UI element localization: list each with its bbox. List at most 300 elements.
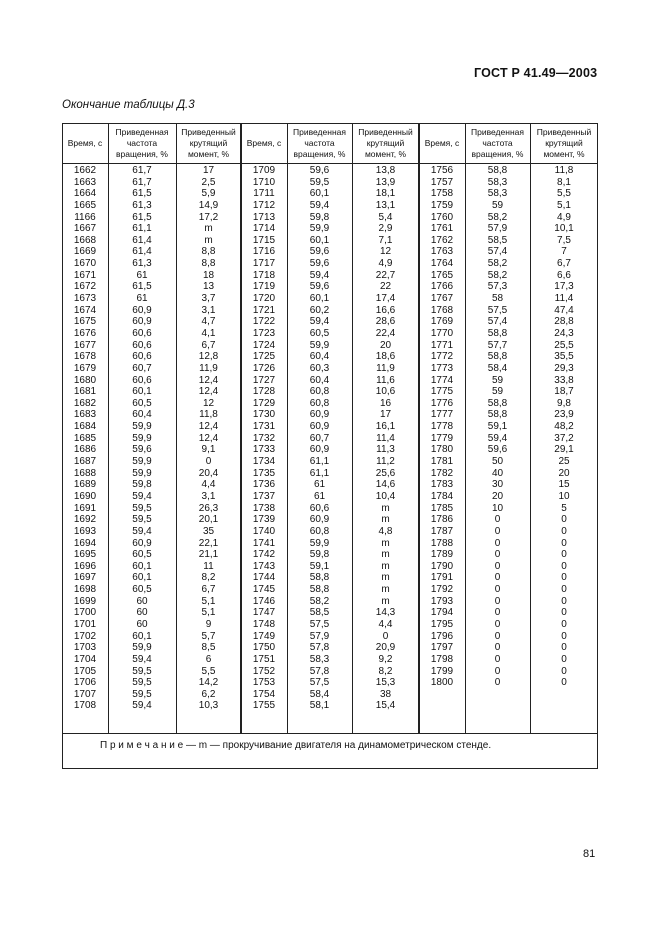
table-cell: 29,3 — [554, 362, 574, 374]
table-cell: 35 — [202, 525, 215, 537]
table-cell: 59,9 — [132, 432, 152, 444]
table-cell: m — [381, 549, 390, 561]
table-cell: 59,8 — [309, 211, 330, 223]
table-cell: 1775 — [430, 386, 454, 398]
table-cell: 1698 — [73, 584, 97, 596]
table-cell: 60 — [136, 595, 148, 607]
table-cell: 2,9 — [378, 223, 393, 235]
table-cell: 57,5 — [309, 618, 330, 630]
table-cell: 3,1 — [201, 490, 216, 502]
table-cell: 1695 — [73, 549, 97, 561]
table-cell: 58,2 — [487, 258, 508, 270]
table-cell: 10 — [558, 490, 570, 502]
table-cell: 1760 — [430, 211, 454, 223]
table-cell: 1774 — [430, 374, 454, 386]
table-cell: 1782 — [430, 467, 454, 479]
table-cell: 1683 — [73, 409, 97, 421]
table-cell: 1763 — [430, 246, 454, 258]
table-cell: 1710 — [252, 176, 276, 188]
table-cell: 37,2 — [554, 432, 574, 444]
table-cell: 1712 — [252, 199, 276, 211]
table-cell: 1731 — [252, 421, 276, 433]
table-cell: 15 — [558, 479, 570, 491]
table-cell: 1672 — [73, 281, 97, 293]
table-cell: 38 — [379, 688, 392, 700]
table-cell: 1675 — [73, 316, 97, 328]
table-cell: 1711 — [253, 188, 275, 200]
table-cell: 26,3 — [198, 502, 219, 514]
table-cell: 1757 — [430, 176, 454, 188]
column-header: Время, с — [246, 138, 282, 148]
table-cell: 8,5 — [201, 642, 216, 654]
column-header: Время, с — [424, 138, 460, 148]
table-cell: 4,4 — [201, 479, 216, 491]
table-cell: 1674 — [73, 304, 97, 316]
torque-column — [530, 165, 598, 689]
table-cell: 30 — [491, 479, 504, 491]
table-cell: 59,4 — [132, 525, 152, 537]
table-cell: 60,7 — [132, 362, 152, 374]
speed-column — [465, 165, 530, 689]
table-cell: 58,8 — [487, 409, 508, 421]
table-cell: 60 — [136, 618, 148, 630]
table-cell: 1755 — [252, 700, 276, 712]
table-cell: 0 — [494, 584, 501, 596]
table-cell: 58,8 — [487, 351, 508, 363]
table-cell: 60,1 — [132, 386, 152, 398]
table-cell: 11,3 — [376, 444, 395, 456]
table-cell: 59 — [491, 374, 504, 386]
table-cell: 59,9 — [309, 537, 330, 549]
table-cell: 61,3 — [132, 199, 152, 211]
table-cell: 6,7 — [557, 258, 571, 270]
table-cell: 61,1 — [309, 467, 330, 479]
table-cell: 1676 — [73, 327, 97, 339]
table-cell: 7,1 — [378, 234, 393, 246]
table-cell: m — [381, 584, 390, 596]
table-cell: 1663 — [73, 176, 97, 188]
table-cell: 1796 — [430, 630, 454, 642]
table-cell: 1694 — [73, 537, 97, 549]
table-cell: 1797 — [430, 642, 454, 654]
table-cell: 0 — [561, 642, 567, 654]
table-cell: 0 — [382, 630, 389, 642]
table-cell: 12 — [202, 397, 215, 409]
table-cell: 1701 — [73, 618, 97, 630]
table-cell: 10,3 — [198, 700, 219, 712]
table-cell: 1740 — [252, 525, 276, 537]
table-cell: 1733 — [252, 444, 276, 456]
table-cell: 1727 — [252, 374, 276, 386]
table-cell: 15,4 — [375, 700, 396, 712]
speed-column — [287, 165, 352, 712]
table-cell: 18,7 — [554, 386, 574, 398]
table-cell: 61 — [136, 293, 148, 305]
table-cell: 1720 — [252, 293, 276, 305]
table-cell: 59,4 — [132, 653, 152, 665]
table-cell: 1693 — [73, 525, 97, 537]
table-cell: 1752 — [252, 665, 276, 677]
table-cell: 7 — [561, 246, 567, 258]
table-cell: 1793 — [430, 595, 454, 607]
table-cell: 59,4 — [132, 490, 152, 502]
table-cell: 17 — [379, 409, 392, 421]
time-column — [241, 165, 287, 712]
table-cell: 1768 — [430, 304, 454, 316]
table-cell: 1779 — [430, 432, 454, 444]
table-cell: 13,1 — [375, 199, 396, 211]
table-cell: 59,9 — [309, 223, 330, 235]
table-cell: 1799 — [430, 665, 454, 677]
table-cell: 60,6 — [132, 374, 152, 386]
table-cell: 59,9 — [132, 456, 152, 468]
table-cell: 60,9 — [309, 421, 330, 433]
table-cell: 61,4 — [132, 246, 152, 258]
table-cell: 1677 — [73, 339, 97, 351]
table-cell: 1721 — [252, 304, 276, 316]
table-cell: 58 — [491, 293, 504, 305]
table-cell: 20,9 — [375, 642, 396, 654]
table-cell: 60,6 — [132, 351, 152, 363]
table-cell: 28,6 — [375, 316, 396, 328]
table-cell: 0 — [494, 630, 501, 642]
table-cell: 1690 — [73, 490, 97, 502]
table-cell: 58,8 — [487, 397, 508, 409]
table-cell: 1748 — [252, 618, 276, 630]
table-cell: 1781 — [430, 456, 454, 468]
table-cell: 60,9 — [132, 304, 152, 316]
column-header: Приведенная частота вращения, % — [115, 127, 169, 159]
table-cell: 0 — [494, 514, 501, 526]
table-cell: 8,8 — [201, 258, 216, 270]
table-cell: 60,9 — [132, 537, 152, 549]
table-cell: 16,6 — [375, 304, 396, 316]
column-header: Время, с — [67, 138, 103, 148]
table-cell: 35,5 — [554, 351, 574, 363]
table-cell: 16,1 — [375, 421, 396, 433]
table-cell: 11,8 — [199, 409, 218, 421]
header-divider — [62, 163, 598, 164]
table-cell: 5,1 — [201, 595, 216, 607]
table-cell: 14,9 — [198, 199, 219, 211]
table-cell: 1783 — [430, 479, 454, 491]
table-cell: 1769 — [430, 316, 454, 328]
time-column — [419, 165, 465, 689]
column-header: Приведенная частота вращения, % — [293, 127, 346, 159]
table-cell: 10,1 — [554, 223, 574, 235]
table-cell: 1791 — [430, 572, 454, 584]
table-cell: 0 — [561, 549, 567, 561]
table-cell: 59,9 — [132, 467, 152, 479]
table-cell: m — [381, 560, 390, 572]
table-cell: 1673 — [73, 293, 97, 305]
table-cell: 0 — [561, 630, 567, 642]
table-cell: 57,7 — [487, 339, 508, 351]
table-cell: 7,5 — [557, 234, 571, 246]
table-cell: 1689 — [73, 479, 97, 491]
table-cell: 17,2 — [198, 211, 219, 223]
table-cell: 8,2 — [201, 572, 216, 584]
table-cell: 58,5 — [487, 234, 508, 246]
torque-column — [352, 165, 419, 712]
table-cell: 1686 — [73, 444, 97, 456]
table-cell: 61,1 — [132, 223, 152, 235]
table-cell: 1700 — [73, 607, 97, 619]
table-cell: 1726 — [252, 362, 276, 374]
table-cell: 1724 — [252, 339, 276, 351]
table-cell: 14,3 — [375, 607, 396, 619]
table-cell: 8,2 — [378, 665, 393, 677]
table-cell: 1770 — [430, 327, 454, 339]
column-header: Приведенная частота вращения, % — [471, 127, 524, 159]
table-cell: 12 — [379, 246, 392, 258]
table-cell: 1699 — [73, 595, 97, 607]
table-cell: 60,7 — [309, 432, 330, 444]
table-cell: 12,4 — [198, 421, 219, 433]
table-cell: 1745 — [252, 584, 276, 596]
table-cell: 57,4 — [487, 316, 508, 328]
table-cell: 8,1 — [557, 176, 571, 188]
table-cell: m — [204, 234, 213, 246]
table-cell: 0 — [561, 595, 567, 607]
table-cell: 1778 — [430, 421, 454, 433]
table-cell: 4,7 — [201, 316, 216, 328]
table-cell: 1777 — [430, 409, 454, 421]
table-cell: 59,5 — [132, 514, 152, 526]
table-cell: 59,1 — [309, 560, 330, 572]
column-header: Приведенный крутящий момент, % — [536, 127, 592, 159]
table-cell: 5,5 — [201, 665, 216, 677]
table-cell: 60,1 — [132, 572, 152, 584]
table-cell: 9,8 — [557, 397, 571, 409]
table-cell: 1749 — [252, 630, 276, 642]
table-cell: 59,6 — [132, 444, 152, 456]
table-cell: 1772 — [430, 351, 454, 363]
table-cell: 11,4 — [554, 293, 574, 305]
table-cell: 59,9 — [309, 339, 330, 351]
table-cell: 1743 — [252, 560, 276, 572]
table-cell: 59,9 — [132, 642, 152, 654]
table-cell: 11,9 — [199, 362, 218, 374]
table-cell: 60,9 — [309, 409, 330, 421]
table-cell: 3,7 — [201, 293, 216, 305]
table-cell: 10,4 — [375, 490, 396, 502]
table-cell: 1785 — [430, 502, 454, 514]
table-cell: 61,5 — [132, 281, 152, 293]
table-cell: 60 — [136, 607, 148, 619]
table-cell: 12,4 — [198, 374, 219, 386]
table-cell: 1784 — [430, 490, 454, 502]
standard-code: ГОСТ Р 41.49—2003 — [474, 66, 598, 80]
table-cell: 58,2 — [487, 269, 508, 281]
table-cell: 0 — [494, 572, 501, 584]
table-cell: 59,8 — [309, 549, 330, 561]
table-cell: 1792 — [430, 584, 454, 596]
table-cell: 57,8 — [309, 642, 330, 654]
table-cell: 1678 — [73, 351, 97, 363]
table-cell: 60,6 — [132, 339, 152, 351]
table-cell: 0 — [494, 677, 501, 689]
table-cell: 15,3 — [375, 677, 396, 689]
table-cell: m — [381, 537, 390, 549]
table-cell: 5 — [561, 502, 567, 514]
table-cell: 60,9 — [309, 514, 330, 526]
table-cell: 0 — [561, 537, 567, 549]
table-cell: 6,7 — [201, 339, 216, 351]
table-cell: 21,1 — [198, 549, 219, 561]
table-cell: 22,4 — [375, 327, 396, 339]
table-cell: m — [381, 514, 390, 526]
table-cell: 1744 — [252, 572, 276, 584]
table-cell: 50 — [491, 456, 504, 468]
table-cell: 9,1 — [201, 444, 216, 456]
table-cell: 61,1 — [309, 456, 330, 468]
table-cell: 1773 — [430, 362, 454, 374]
table-cell: 17 — [202, 165, 215, 176]
table-cell: 1771 — [430, 339, 454, 351]
table-cell: 1798 — [430, 653, 454, 665]
table-cell: 1795 — [430, 618, 454, 630]
table-cell: 12,8 — [198, 351, 219, 363]
table-cell: 1742 — [252, 549, 276, 561]
table-cell: 58,2 — [487, 211, 508, 223]
table-cell: 59 — [491, 199, 504, 211]
table-cell: 59,8 — [132, 479, 152, 491]
table-cell: 0 — [561, 665, 567, 677]
table-note: П р и м е ч а н и е — m — прокручивание двигателя на динамометрическом стенде. — [100, 740, 492, 751]
table-cell: m — [381, 595, 390, 607]
table-cell: 0 — [494, 560, 501, 572]
table-cell: 59,4 — [309, 316, 330, 328]
table-cell: 57,9 — [487, 223, 508, 235]
table-cell: 10 — [491, 502, 504, 514]
table-cell: 58,1 — [309, 700, 330, 712]
table-cell: 1697 — [73, 572, 97, 584]
table-cell: 60,1 — [132, 630, 152, 642]
table-cell: 59,5 — [132, 688, 152, 700]
table-cell: 20 — [379, 339, 392, 351]
table-cell: 61,5 — [132, 211, 152, 223]
table-cell: 60,6 — [309, 502, 330, 514]
table-cell: 22 — [379, 281, 392, 293]
table-cell: 60,5 — [132, 584, 152, 596]
table-cell: 0 — [494, 537, 501, 549]
table-cell: 58,4 — [487, 362, 508, 374]
table-cell: 60,2 — [309, 304, 330, 316]
table-cell: 1766 — [430, 281, 454, 293]
table-cell: 11,8 — [554, 165, 574, 176]
table-cell: 58,3 — [309, 653, 330, 665]
table-cell: 57,8 — [309, 665, 330, 677]
table-cell: 60,1 — [309, 188, 330, 200]
table-cell: 61,7 — [132, 176, 152, 188]
table-cell: 1790 — [430, 560, 454, 572]
table-cell: 0 — [561, 653, 567, 665]
table-cell: 1671 — [73, 269, 97, 281]
table-cell: 58,4 — [309, 688, 330, 700]
table-cell: 16 — [379, 397, 392, 409]
table-cell: 57,3 — [487, 281, 508, 293]
table-cell: 1736 — [252, 479, 276, 491]
table-cell: 1707 — [73, 688, 97, 700]
table-cell: 59,1 — [487, 421, 508, 433]
table-cell: 0 — [561, 618, 567, 630]
table-cell: 25 — [558, 456, 570, 468]
table-cell: 1747 — [252, 607, 276, 619]
table-cell: 59,4 — [487, 432, 508, 444]
table-cell: 48,2 — [554, 421, 574, 433]
table-cell: 59,5 — [132, 502, 152, 514]
table-cell: 59,6 — [309, 258, 330, 270]
table-cell: 13 — [202, 281, 215, 293]
table-cell: 1662 — [73, 165, 97, 176]
table-cell: 61,5 — [132, 188, 152, 200]
table-cell: 1166 — [74, 211, 96, 223]
table-cell: 60,9 — [132, 316, 152, 328]
table-cell: 0 — [494, 549, 501, 561]
table-cell: 0 — [494, 653, 501, 665]
table-cell: 0 — [561, 607, 567, 619]
table-cell: 1725 — [252, 351, 276, 363]
table-cell: 60,8 — [309, 397, 330, 409]
table-cell: 57,9 — [309, 630, 330, 642]
page-number: 81 — [583, 848, 596, 860]
table-cell: 1728 — [252, 386, 276, 398]
table-cell: 5,1 — [557, 199, 571, 211]
table-cell: 1759 — [430, 199, 454, 211]
table-cell: 60,3 — [309, 362, 330, 374]
table-cell: 0 — [494, 618, 501, 630]
table-cell: 1702 — [73, 630, 97, 642]
table-cell: 0 — [561, 572, 567, 584]
table-cell: 60,1 — [309, 234, 330, 246]
time-column — [62, 165, 108, 712]
table-cell: 59,4 — [309, 269, 330, 281]
table-cell: 14,2 — [198, 677, 219, 689]
table-cell: 1765 — [430, 269, 454, 281]
table-cell: 1719 — [252, 281, 276, 293]
table-cell: 24,3 — [554, 327, 574, 339]
table-cell: 23,9 — [554, 409, 574, 421]
table-cell: 17,4 — [375, 293, 396, 305]
table-cell: 60,5 — [309, 327, 330, 339]
table-cell: 28,8 — [554, 316, 574, 328]
table-cell: 1794 — [430, 607, 454, 619]
table-cell: 5,4 — [378, 211, 393, 223]
column-header: Приведенный крутящий момент, % — [358, 127, 413, 159]
table-cell: 6,2 — [201, 688, 216, 700]
table-cell: 1789 — [430, 549, 454, 561]
table-cell: 0 — [494, 595, 501, 607]
table-cell: 58,2 — [309, 595, 330, 607]
table-cell: 59,5 — [132, 665, 152, 677]
table-cell: 57,5 — [309, 677, 330, 689]
table-cell: 61,7 — [132, 165, 152, 176]
table-cell: 0 — [561, 677, 567, 689]
table-cell: 1753 — [252, 677, 276, 689]
table-cell: 1684 — [73, 421, 97, 433]
table-cell: 1756 — [430, 165, 454, 176]
table-cell: 0 — [494, 607, 501, 619]
table-cell: 1750 — [252, 642, 276, 654]
table-cell: 57,5 — [487, 304, 508, 316]
table-cell: 11,9 — [376, 362, 395, 374]
table-cell: 61,3 — [132, 258, 152, 270]
table-cell: 61 — [313, 479, 326, 491]
table-cell: 4,9 — [557, 211, 571, 223]
table-cell: 1691 — [73, 502, 97, 514]
table-cell: 59,4 — [132, 700, 152, 712]
